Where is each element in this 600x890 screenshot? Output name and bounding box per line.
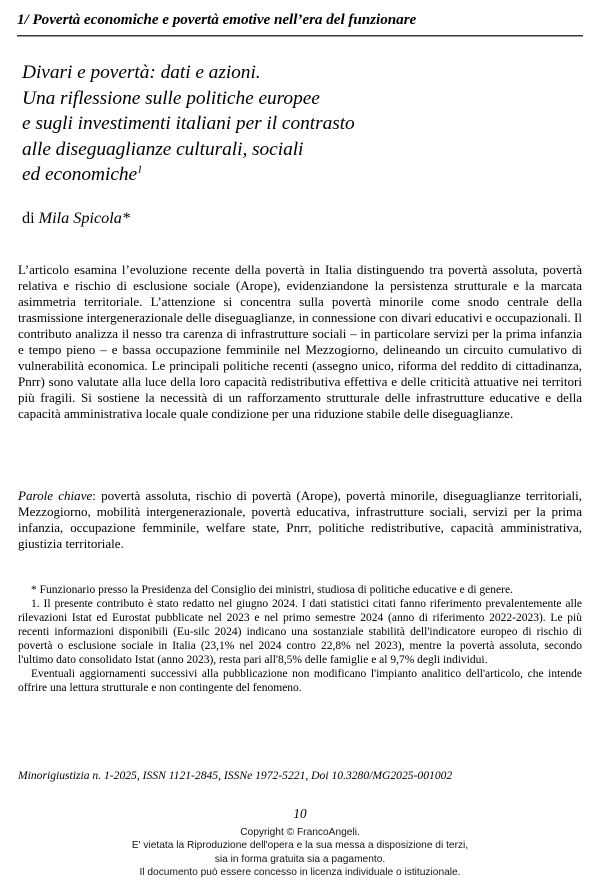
title-line-2: Una riflessione sulle politiche europee	[22, 87, 320, 109]
title-line-5-text: ed economiche	[22, 164, 138, 186]
page-number: 10	[293, 806, 307, 821]
byline-prefix: di	[22, 209, 39, 227]
running-header: 1/ Povertà economiche e povertà emotive nell’era del funzionare	[17, 11, 417, 28]
title-line-4: alle diseguaglianze culturali, sociali	[22, 138, 304, 160]
keywords-separator: :	[92, 488, 102, 503]
article-title	[22, 60, 567, 188]
title-line-5	[22, 162, 567, 188]
footnotes-block	[18, 584, 582, 696]
title-line-3: e sugli investimenti italiani per il contrasto	[22, 113, 355, 135]
copyright-notice	[0, 826, 600, 880]
abstract-paragraph: L’articolo esamina l’evoluzione recente della povertà in Italia distinguendo tra povertà assoluta, povertà relativa e rischio di esclusione sociale (Arope), evidenziandone la persistenza strutturale e la marcata asimmetria territoriale. L’attenzione si concentra sulla povertà minorile come snodo centrale della trasmissione intergenerazionale delle diseguaglianze, in connessione con divari educativi e occupazionali. Il contributo analizza il nesso tra carenza di infrastrutture sociali – in particolare servizi per la prima infanzia e tempo pieno – e bassa occupazione femminile nel Mezzogiorno, delineando un circuito cumulativo di vulnerabilità economica. Le principali politiche recenti (assegno unico, riforma del reddito di cittadinanza, Pnrr) sono valutate alla luce della loro capacità redistributiva effettiva e delle criticità attuative nei territori più fragili. Si sostiene la necessità di un rafforzamento strutturale delle infrastrutture educative e della capacità amministrativa locale quale condizione per una riduzione stabile delle diseguaglianze.	[18, 262, 582, 422]
footnote-author-affiliation: * Funzionario presso la Presidenza del Consiglio dei ministri, studiosa di politiche educative e di genere.	[31, 584, 513, 596]
author-name: Mila Spicola*	[38, 209, 130, 227]
copyright-line-1: Copyright © FrancoAngeli.	[240, 827, 360, 838]
keywords-list: povertà assoluta, rischio di povertà (Arope), povertà minorile, diseguaglianze territoriali, Mezzogiorno, mobilità intergenerazionale, povertà educativa, infrastrutture sociali, servizi per la prima infanzia, occupazione femminile, welfare state, Pnrr, politiche redistributive, capacità amministrativa, giustizia territoriale.	[18, 488, 582, 552]
title-line-1: Divari e povertà: dati e azioni.	[22, 62, 261, 83]
copyright-line-2: E' vietata la Riproduzione dell'opera e la sua messa a disposizione di terzi,	[131, 840, 469, 852]
title-footnote-marker: 1	[137, 163, 143, 176]
journal-citation: Minorigiustizia n. 1-2025, ISSN 1121-2845, ISSNe 1972-5221, Doi 10.3280/MG2025-001002	[18, 769, 453, 782]
keywords-paragraph	[18, 488, 582, 552]
byline	[22, 208, 130, 228]
footnote-1-continuation: Eventuali aggiornamenti successivi alla pubblicazione non modificano l'impianto analitico dell'articolo, che intende offrire una lettura strutturale e non contingente del fenomeno.	[18, 667, 582, 694]
copyright-line-4: Il documento può essere concesso in licenza individuale o istituzionale.	[139, 867, 461, 879]
footnote-1: 1. Il presente contributo è stato redatto nel giugno 2024. I dati statistici citati fanno riferimento prevalentemente alle rilevazioni Istat ed Eurostat pubblicate nel 2023 e nel primo semestre 2024 (anno di riferimento 2022-2023). Le più recenti informazioni disponibili (Eu-silc 2024) indicano una sostanziale stabilità dell'indicatore europeo di rischio di povertà o esclusione sociale in Italia (23,1% nel 2024 contro 22,8% nel 2023), mentre la povertà assoluta, secondo l'ultimo dato consolidato Istat (anno 2023), resta pari all'8,5% delle famiglie e al 9,7% degli individui.	[18, 597, 582, 666]
copyright-line-3: sia in forma gratuita sia a pagamento.	[214, 853, 386, 865]
keywords-label: Parole chiave	[18, 488, 93, 503]
header-rule	[17, 35, 583, 37]
